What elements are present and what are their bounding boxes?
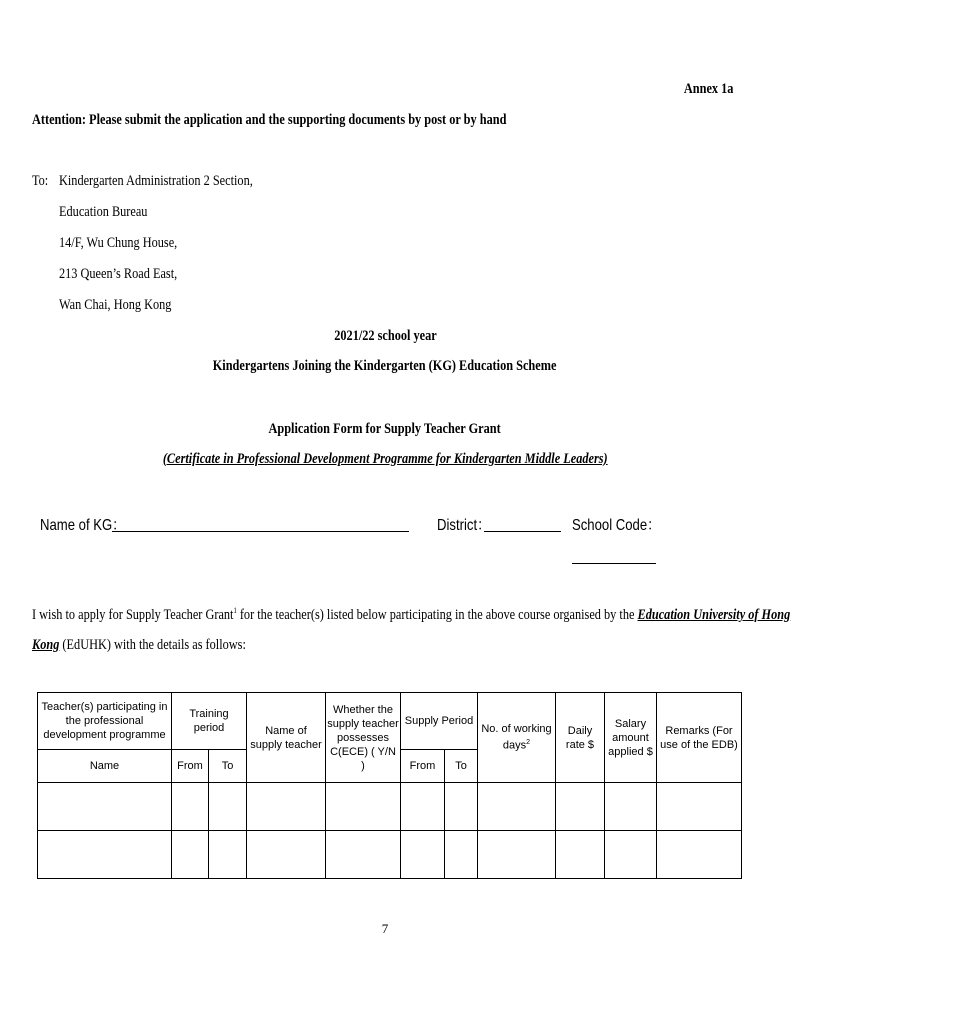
- address-line-2: Education Bureau: [59, 204, 148, 220]
- school-code-label: School Code：: [572, 517, 661, 534]
- header-training-period: Training period: [172, 693, 247, 750]
- header-training-from: From: [172, 750, 209, 783]
- page-number: 7: [381, 921, 389, 936]
- header-daily-rate: Daily rate $: [556, 693, 605, 783]
- header-teachers: Teacher(s) participating in the professional development programme: [38, 693, 172, 750]
- header-training-to: To: [209, 750, 247, 783]
- form-title: Application Form for Supply Teacher Grant: [268, 421, 502, 437]
- supply-teacher-table: [37, 692, 742, 879]
- header-supply-to: To: [445, 750, 478, 783]
- school-code-input-line[interactable]: [572, 563, 656, 564]
- header-supply-teacher-name: Name of supply teacher: [247, 693, 326, 783]
- address-line-1: Kindergarten Administration 2 Section,: [59, 173, 253, 189]
- header-remarks: Remarks (For use of the EDB): [657, 693, 742, 783]
- kg-name-input-line[interactable]: [112, 531, 409, 532]
- header-working-days: No. of working days$^2$: [478, 693, 556, 783]
- table-row[interactable]: [38, 783, 742, 831]
- org-name: Education University of Hong: [637, 607, 791, 623]
- header-supply-period: Supply Period: [401, 693, 478, 750]
- district-input-line[interactable]: [484, 531, 561, 532]
- district-label: District：: [437, 517, 491, 534]
- org-name-cont: Kong: [32, 637, 60, 653]
- address-to-label: To:: [32, 173, 49, 189]
- school-year-heading: 2021/22 school year: [333, 328, 437, 344]
- attention-notice: Attention: Please submit the application and the supporting documents by post or by hand: [32, 112, 507, 128]
- form-subtitle: (Certificate in Professional Development Programme for Kindergarten Middle Leaders): [162, 451, 608, 467]
- address-line-3: 14/F, Wu Chung House,: [59, 235, 178, 251]
- annex-label: Annex 1a: [683, 81, 733, 97]
- table-row[interactable]: [38, 831, 742, 879]
- header-possesses-cece: Whether the supply teacher possesses C(ECE) ( Y/N ): [326, 693, 401, 783]
- statement-line-2: Kong (EdUHK) with the details as follows:: [32, 637, 246, 653]
- address-line-5: Wan Chai, Hong Kong: [59, 297, 172, 313]
- scheme-heading: Kindergartens Joining the Kindergarten (KG) Education Scheme: [213, 358, 557, 374]
- header-supply-from: From: [401, 750, 445, 783]
- header-name: Name: [38, 750, 172, 783]
- header-salary-applied: Salary amount applied $: [605, 693, 657, 783]
- statement-line-1: I wish to apply for Supply Teacher Grant$^1$ for the teacher(s) listed below participating in the above course organised by the Education University of Hong: [32, 606, 791, 623]
- address-line-4: 213 Queen’s Road East,: [59, 266, 178, 282]
- kg-name-label: Name of KG：: [40, 517, 126, 534]
